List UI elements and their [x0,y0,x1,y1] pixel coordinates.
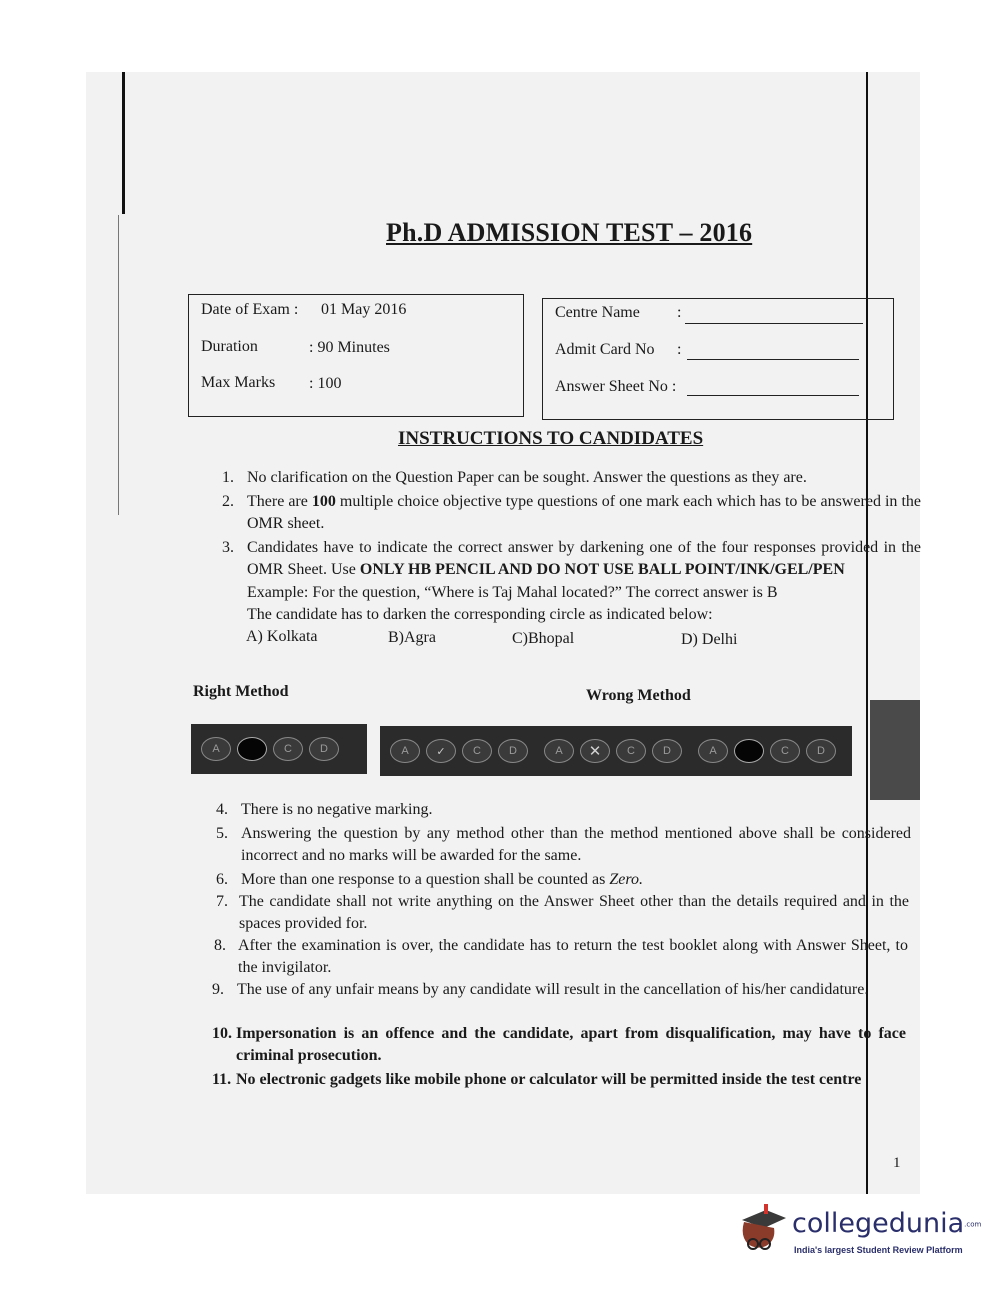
instruction-text: No clarification on the Question Paper can be sought. Answer the questions as they are. [247,469,807,486]
instruction-text [247,491,921,535]
watermark-suffix: .com [964,1220,982,1229]
option-c: C)Bhopal [512,630,575,647]
candidate-fields-box [542,298,894,420]
instruction-text: There is no negative marking. [241,801,433,818]
instruction-number: 8. [214,937,226,954]
instruction-3-example: Example: For the question, “Where is Taj Mahal located?” The correct answer is B [247,584,778,601]
option-a: A) Kolkata [246,628,318,645]
instruction-3-darken: The candidate has to darken the corresponding circle as indicated below: [247,606,713,623]
instruction-text: Answering the question by any method other than the method mentioned above shall be considered incorrect and no marks will be awarded for the same. [241,825,911,864]
instruction-text: No electronic gadgets like mobile phone or calculator will be permitted inside the test centre [236,1071,862,1088]
instruction-number: 6. [216,871,228,888]
instruction-text: After the examination is over, the candidate has to return the test booklet along with Answer Sheet, to the invigilator. [238,937,908,976]
instruction-number: 2. [222,493,234,510]
instruction-text-pre: More than one response to a question shall be counted as [241,871,610,888]
wrong-method-label: Wrong Method [586,687,691,704]
admit-card-field[interactable] [687,345,859,360]
centre-name-colon: : [677,304,682,321]
admit-card-colon: : [677,341,682,358]
instruction-text [241,869,911,891]
instruction-number: 1. [222,469,234,486]
instruction-text-pre: There are [247,493,312,510]
watermark-brand [792,1208,981,1239]
bubble-a: A [390,739,420,763]
instruction-text: The use of any unfair means by any candidate will result in the cancellation of his/her candidature. [237,981,869,998]
duration-value: : 90 Minutes [309,339,390,356]
instruction-number: 10. [212,1025,232,1042]
bubble-c: C [770,739,800,763]
instruction-number: 4. [216,801,228,818]
scan-edge-line-left-faint [118,215,119,515]
scan-edge-line-left [122,72,125,214]
instruction-number: 5. [216,825,228,842]
bubble-c: C [462,739,492,763]
scan-dark-block [870,700,920,800]
instruction-number: 7. [216,893,228,910]
bubble-a: A [201,737,231,761]
question-count: 100 [311,493,336,510]
watermark-tagline: India's largest Student Review Platform [794,1245,963,1255]
exam-info-box [188,294,524,417]
page-number: 1 [893,1155,901,1171]
instruction-number: 11. [212,1071,232,1088]
answer-sheet-field[interactable] [687,381,859,396]
right-method-omr-strip [191,724,367,774]
option-d: D) Delhi [681,631,738,648]
admit-card-label: Admit Card No [555,341,655,358]
wrong-method-omr-strip [380,726,852,776]
marks-value: : 100 [309,375,342,392]
bubble-d: D [498,739,528,763]
bubble-d: D [652,739,682,763]
instruction-number: 3. [222,539,234,556]
centre-name-label: Centre Name [555,304,640,321]
bubble-d: D [309,737,339,761]
bubble-b-crossed: ✕ [580,739,610,763]
date-value: 01 May 2016 [321,301,407,318]
pencil-warning: ONLY HB PENCIL AND DO NOT USE BALL POINT/INK/GEL/PEN [359,561,845,578]
instruction-text: Impersonation is an offence and the candidate, apart from disqualification, may have to face criminal prosecution. [236,1025,906,1064]
zero-italic: Zero. [609,871,643,888]
duration-label: Duration [201,338,258,355]
instruction-text-post: multiple choice objective type questions of one mark each which has to be answered in the OMR sheet. [247,493,921,532]
bubble-a: A [544,739,574,763]
answer-sheet-label: Answer Sheet No : [555,378,677,395]
marks-label: Max Marks [201,374,276,391]
bubble-a: A [698,739,728,763]
bubble-c: C [273,737,303,761]
bubble-d: D [806,739,836,763]
page-title: Ph.D ADMISSION TEST – 2016 [386,218,753,247]
right-method-label: Right Method [193,683,289,700]
centre-name-field[interactable] [685,309,863,324]
bubble-b-filled [237,737,267,761]
instruction-number: 9. [212,981,224,998]
bubble-b-ticked: ✓ [426,739,456,763]
collegedunia-logo-icon [736,1196,790,1258]
instruction-text [247,537,921,581]
instructions-heading: INSTRUCTIONS TO CANDIDATES [398,428,704,449]
bubble-b-half-filled [734,739,764,763]
option-b: B)Agra [388,629,436,646]
bubble-c: C [616,739,646,763]
instruction-text-pre: Candidates have to indicate the correct answer by darkening one of the four responses provided in the OMR Sheet. Use [247,539,921,578]
date-label: Date of Exam : [201,301,299,318]
watermark-brand-name: collegedunia [792,1208,965,1239]
instruction-text: The candidate shall not write anything on the Answer Sheet other than the details required and in the spaces provided for. [239,893,909,932]
